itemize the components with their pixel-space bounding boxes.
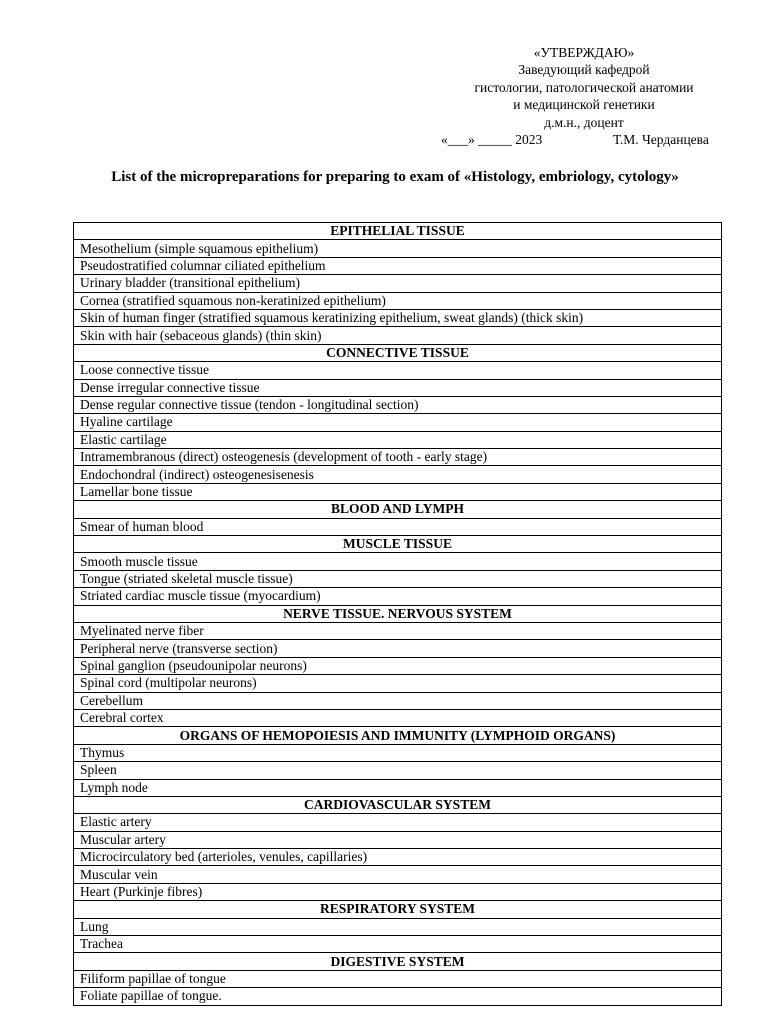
- section-header-row: [74, 727, 722, 744]
- table-row: [74, 622, 722, 639]
- table-row: [74, 362, 722, 379]
- approval-position-line3: и медицинской генетики: [513, 97, 655, 113]
- approval-position-line2: гистологии, патологической анатомии: [474, 79, 694, 95]
- preparation-name: Dense irregular connective tissue: [74, 379, 722, 396]
- table-row: [74, 762, 722, 779]
- table-row: [74, 866, 722, 883]
- preparation-name: Filiform papillae of tongue: [74, 970, 722, 987]
- preparation-name: Pseudostratified columnar ciliated epithelium: [74, 257, 722, 274]
- table-row: [74, 675, 722, 692]
- section-header: ORGANS OF HEMOPOIESIS AND IMMUNITY (LYMPHOID ORGANS): [74, 727, 722, 744]
- table-row: [74, 396, 722, 413]
- approval-degree: д.м.н., доцент: [544, 114, 624, 130]
- table-row: [74, 692, 722, 709]
- micropreparations-table: [73, 222, 722, 1006]
- preparation-name: Intramembranous (direct) osteogenesis (development of tooth - early stage): [74, 449, 722, 466]
- preparation-name: Cerebral cortex: [74, 709, 722, 726]
- section-header-row: [74, 536, 722, 553]
- section-header-row: [74, 901, 722, 918]
- section-header: RESPIRATORY SYSTEM: [74, 901, 722, 918]
- preparation-name: Microcirculatory bed (arterioles, venules, capillaries): [74, 849, 722, 866]
- section-header-row: [74, 223, 722, 240]
- preparation-name: Foliate papillae of tongue.: [74, 988, 722, 1005]
- preparation-name: Lamellar bone tissue: [74, 483, 722, 500]
- preparation-name: Mesothelium (simple squamous epithelium): [74, 240, 722, 257]
- preparation-name: Endochondral (indirect) osteogenesisenesis: [74, 466, 722, 483]
- preparation-name: Cornea (stratified squamous non-keratinized epithelium): [74, 292, 722, 309]
- preparation-name: Smooth muscle tissue: [74, 553, 722, 570]
- preparation-name: Spinal ganglion (pseudounipolar neurons): [74, 657, 722, 674]
- table-row: [74, 379, 722, 396]
- table-row: [74, 431, 722, 448]
- table-row: [74, 257, 722, 274]
- table-row: [74, 988, 722, 1005]
- micropreparations-table-body: [74, 223, 722, 1006]
- section-header: NERVE TISSUE. NERVOUS SYSTEM: [74, 605, 722, 622]
- preparation-name: Trachea: [74, 936, 722, 953]
- table-row: [74, 309, 722, 326]
- preparation-name: Thymus: [74, 744, 722, 761]
- preparation-name: Skin with hair (sebaceous glands) (thin skin): [74, 327, 722, 344]
- table-row: [74, 709, 722, 726]
- table-row: [74, 518, 722, 535]
- approval-signer: Т.М. Черданцева: [613, 131, 709, 147]
- table-row: [74, 918, 722, 935]
- preparation-name: Skin of human finger (stratified squamous keratinizing epithelium, sweat glands) (thick skin): [74, 309, 722, 326]
- preparation-name: Muscular artery: [74, 831, 722, 848]
- approval-date: «___» _____ 2023: [441, 131, 543, 147]
- table-row: [74, 449, 722, 466]
- preparation-name: Lymph node: [74, 779, 722, 796]
- preparation-name: Elastic artery: [74, 814, 722, 831]
- section-header-row: [74, 344, 722, 361]
- preparation-name: Striated cardiac muscle tissue (myocardium): [74, 588, 722, 605]
- section-header-row: [74, 501, 722, 518]
- table-row: [74, 275, 722, 292]
- approval-block: [0, 44, 768, 148]
- section-header-row: [74, 796, 722, 813]
- section-header: CONNECTIVE TISSUE: [74, 344, 722, 361]
- preparation-name: Dense regular connective tissue (tendon - longitudinal section): [74, 396, 722, 413]
- table-row: [74, 849, 722, 866]
- section-header: DIGESTIVE SYSTEM: [74, 953, 722, 970]
- table-row: [74, 240, 722, 257]
- preparation-name: Hyaline cartilage: [74, 414, 722, 431]
- section-header: MUSCLE TISSUE: [74, 536, 722, 553]
- preparation-name: Tongue (striated skeletal muscle tissue): [74, 570, 722, 587]
- table-row: [74, 292, 722, 309]
- table-row: [74, 744, 722, 761]
- preparation-name: Smear of human blood: [74, 518, 722, 535]
- table-row: [74, 814, 722, 831]
- table-row: [74, 640, 722, 657]
- table-row: [74, 936, 722, 953]
- section-header: CARDIOVASCULAR SYSTEM: [74, 796, 722, 813]
- table-row: [74, 970, 722, 987]
- preparation-name: Cerebellum: [74, 692, 722, 709]
- document-title: List of the micropreparations for preparing to exam of «Histology, embriology, cytology»: [111, 169, 679, 185]
- section-header: EPITHELIAL TISSUE: [74, 223, 722, 240]
- table-row: [74, 327, 722, 344]
- preparation-name: Lung: [74, 918, 722, 935]
- section-header: BLOOD AND LYMPH: [74, 501, 722, 518]
- preparation-name: Urinary bladder (transitional epithelium): [74, 275, 722, 292]
- preparation-name: Spinal cord (multipolar neurons): [74, 675, 722, 692]
- section-header-row: [74, 953, 722, 970]
- table-row: [74, 588, 722, 605]
- section-header-row: [74, 605, 722, 622]
- table-row: [74, 883, 722, 900]
- preparation-name: Muscular vein: [74, 866, 722, 883]
- approval-position-line1: Заведующий кафедрой: [518, 62, 650, 78]
- preparation-name: Heart (Purkinje fibres): [74, 883, 722, 900]
- preparation-name: Peripheral nerve (transverse section): [74, 640, 722, 657]
- table-row: [74, 831, 722, 848]
- table-row: [74, 414, 722, 431]
- preparation-name: Spleen: [74, 762, 722, 779]
- table-row: [74, 657, 722, 674]
- table-row: [74, 466, 722, 483]
- preparation-name: Loose connective tissue: [74, 362, 722, 379]
- preparation-name: Elastic cartilage: [74, 431, 722, 448]
- table-row: [74, 570, 722, 587]
- approval-title: «УТВЕРЖДАЮ»: [533, 45, 635, 60]
- table-row: [74, 483, 722, 500]
- table-row: [74, 553, 722, 570]
- preparation-name: Myelinated nerve fiber: [74, 622, 722, 639]
- table-row: [74, 779, 722, 796]
